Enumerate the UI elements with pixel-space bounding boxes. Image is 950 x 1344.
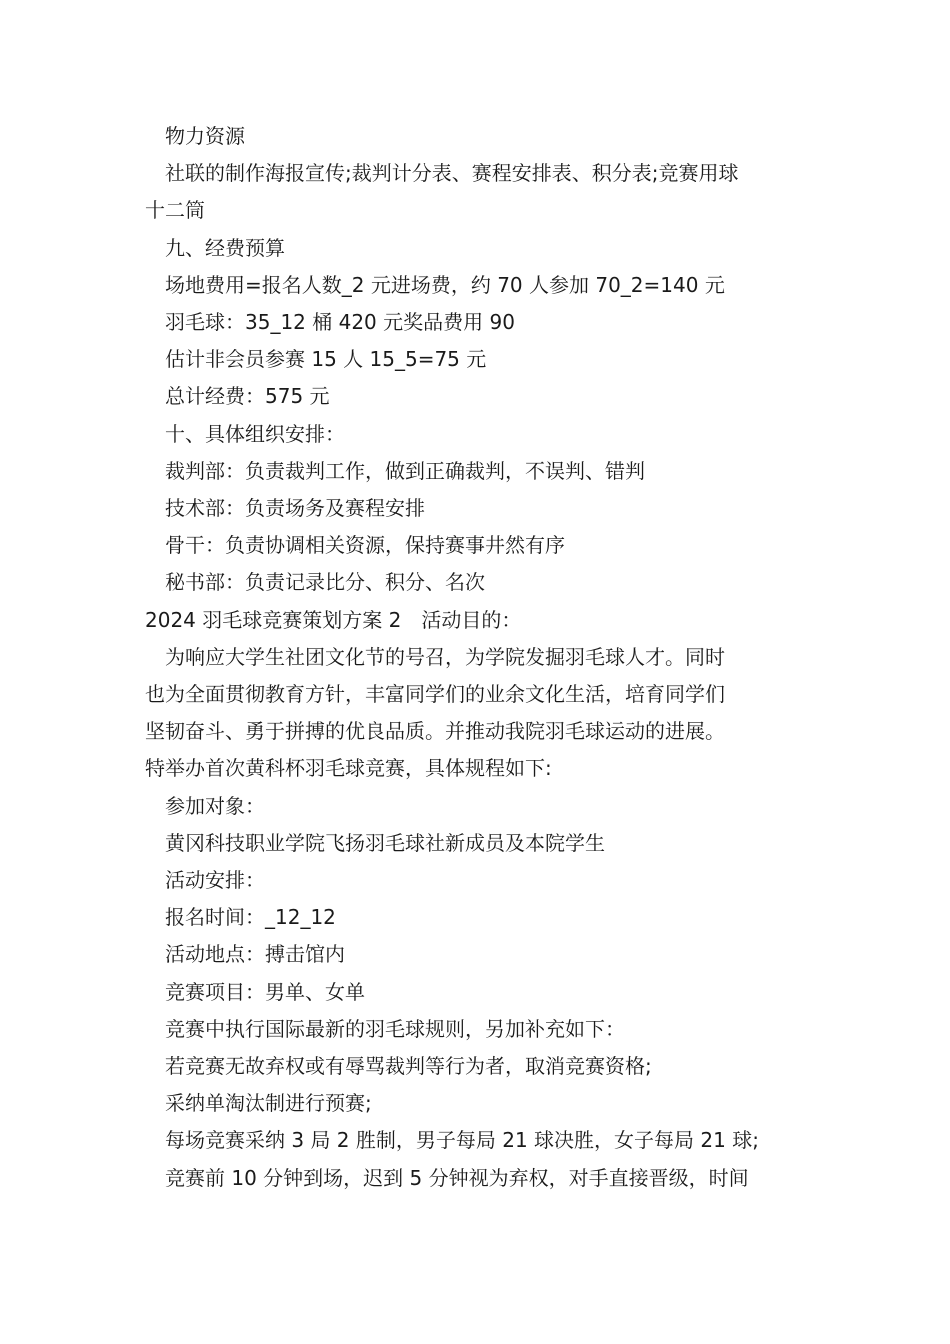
paragraph — [145, 936, 810, 973]
text-line: 为响应大学生社团文化节的号召，为学院发掘羽毛球人才。同时 — [165, 644, 725, 669]
text-line: 竞赛项目：男单、女单 — [165, 979, 365, 1004]
text-line: 采纳单淘汰制进行预赛; — [165, 1091, 372, 1116]
paragraph — [145, 416, 810, 453]
text-line: 十、具体组织安排： — [165, 421, 345, 446]
text-line: 黄冈科技职业学院飞扬羽毛球社新成员及本院学生 — [165, 830, 605, 855]
text-line: 技术部：负责场务及赛程安排 — [165, 496, 425, 521]
paragraph — [145, 1011, 810, 1048]
text-line: 每场竞赛采纳 3 局 2 胜制，男子每局 21 球决胜，女子每局 21 球; — [165, 1128, 759, 1153]
paragraph — [145, 304, 810, 341]
text-line: 估计非会员参赛 15 人 15_5=75 元 — [165, 347, 487, 372]
text-line: 参加对象： — [165, 793, 265, 818]
paragraph — [145, 974, 810, 1011]
text-line: 秘书部：负责记录比分、积分、名次 — [165, 570, 485, 595]
text-line: 物力资源 — [165, 124, 245, 148]
text-line: 活动地点：搏击馆内 — [165, 942, 345, 967]
paragraph — [145, 564, 810, 601]
text-line: 若竞赛无故弃权或有辱骂裁判等行为者，取消竞赛资格; — [165, 1054, 652, 1079]
text-line: 特举办首次黄科杯羽毛球竞赛，具体规程如下: — [145, 756, 552, 781]
text-line: 也为全面贯彻教育方针，丰富同学们的业余文化生活，培育同学们 — [145, 682, 725, 707]
paragraph — [145, 230, 810, 267]
paragraph — [145, 602, 810, 639]
text-line: 羽毛球：35_12 桶 420 元奖品费用 90 — [165, 310, 515, 335]
paragraph — [145, 118, 810, 155]
text-line: 活动安排： — [165, 868, 265, 893]
text-line: 竞赛中执行国际最新的羽毛球规则，另加补充如下： — [165, 1016, 625, 1041]
paragraph — [145, 527, 810, 564]
paragraph — [145, 639, 810, 788]
text-line: 坚韧奋斗、勇于拼搏的优良品质。并推动我院羽毛球运动的进展。 — [145, 719, 725, 744]
paragraph — [145, 490, 810, 527]
paragraph — [145, 1085, 810, 1122]
paragraph — [145, 1160, 810, 1197]
paragraph — [145, 155, 810, 229]
text-line: 社联的制作海报宣传;裁判计分表、赛程安排表、积分表;竞赛用球 — [165, 161, 739, 186]
paragraph — [145, 1122, 810, 1159]
paragraph — [145, 862, 810, 899]
text-line: 十二筒 — [145, 198, 205, 223]
paragraph — [145, 267, 810, 304]
paragraph — [145, 378, 810, 415]
paragraph — [145, 825, 810, 862]
text-line: 九、经费预算 — [165, 235, 285, 260]
document-body — [145, 118, 810, 1197]
text-line: 裁判部：负责裁判工作，做到正确裁判，不误判、错判 — [165, 458, 645, 483]
text-line: 报名时间：_12_12 — [165, 905, 336, 930]
text-line: 竞赛前 10 分钟到场，迟到 5 分钟视为弃权，对手直接晋级，时间 — [165, 1165, 749, 1190]
paragraph — [145, 453, 810, 490]
text-line: 场地费用=报名人数_2 元进场费，约 70 人参加 70_2=140 元 — [165, 272, 725, 297]
paragraph — [145, 341, 810, 378]
paragraph — [145, 788, 810, 825]
paragraph — [145, 899, 810, 936]
paragraph — [145, 1048, 810, 1085]
text-line: 总计经费：575 元 — [165, 384, 330, 409]
text-line: 骨干：负责协调相关资源，保持赛事井然有序 — [165, 533, 565, 558]
text-line: 2024 羽毛球竞赛策划方案 2 活动目的： — [145, 607, 522, 632]
